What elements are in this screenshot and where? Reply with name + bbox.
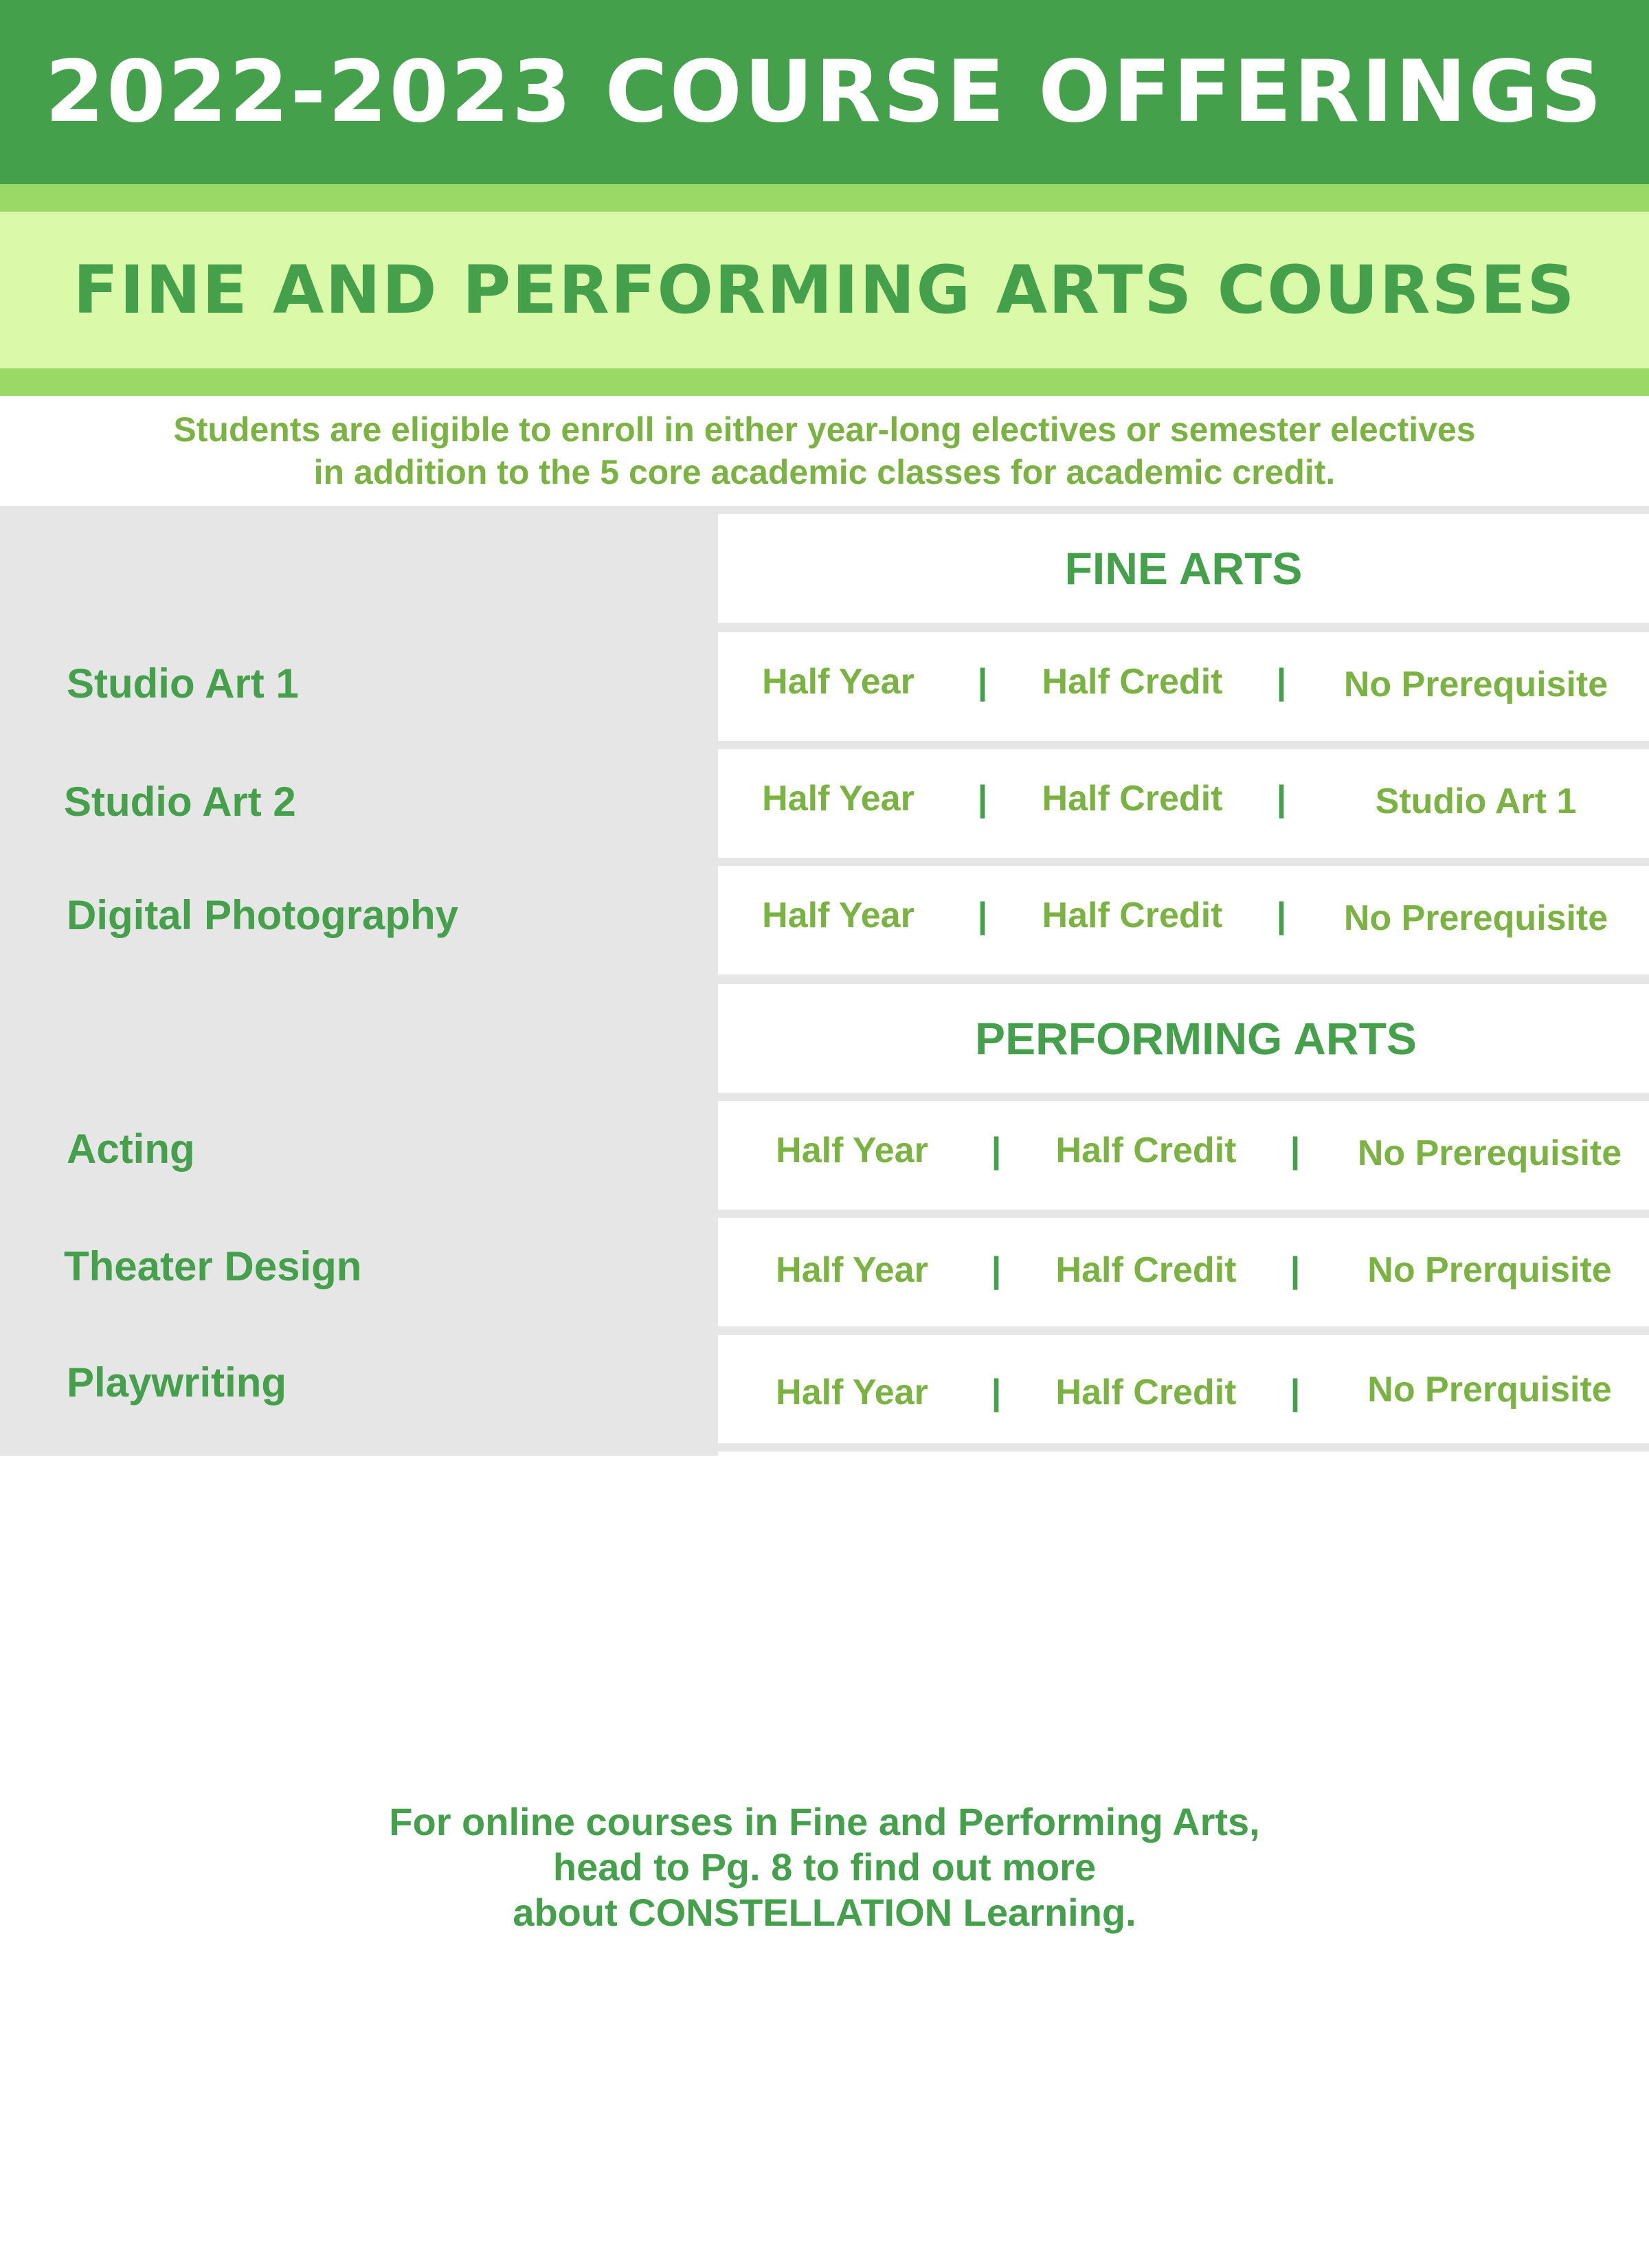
- duration-value: Half Year: [776, 1250, 928, 1290]
- separator: |: [1290, 1250, 1301, 1290]
- separator: |: [977, 896, 988, 935]
- table-row: [718, 1218, 1649, 1326]
- footer-note: [0, 1799, 1649, 1935]
- separator: |: [1290, 1372, 1301, 1412]
- duration-value: Half Year: [762, 779, 915, 819]
- duration-value: Half Year: [762, 662, 915, 702]
- table-row: [718, 749, 1649, 858]
- prerequisite-value: No Prerquisite: [1367, 1370, 1612, 1410]
- section-heading-performing-arts: PERFORMING ARTS: [718, 984, 1649, 1093]
- separator: |: [1276, 662, 1287, 702]
- accent-band-top: [0, 184, 1649, 212]
- course-name: Theater Design: [64, 1243, 362, 1289]
- header-banner: [0, 0, 1649, 184]
- credit-value: Half Credit: [1055, 1131, 1237, 1170]
- separator: |: [1276, 779, 1287, 819]
- footer-line: about CONSTELLATION Learning.: [513, 1891, 1136, 1934]
- page-subtitle: FINE AND PERFORMING ARTS COURSES: [73, 252, 1576, 329]
- course-name: Playwriting: [67, 1359, 287, 1405]
- separator: |: [1290, 1131, 1301, 1170]
- table-row: [718, 1335, 1649, 1443]
- course-name: Digital Photography: [67, 892, 458, 938]
- intro-text: [0, 408, 1649, 493]
- separator: |: [991, 1250, 1002, 1290]
- subheader-banner: [0, 212, 1649, 368]
- separator: |: [991, 1372, 1002, 1412]
- accent-band-bottom: [0, 368, 1649, 396]
- intro-line: Students are eligible to enroll in either year-long electives or semester electives: [173, 410, 1476, 449]
- prerequisite-value: Studio Art 1: [1375, 781, 1577, 821]
- table-row: [718, 1101, 1649, 1210]
- duration-value: Half Year: [762, 896, 915, 935]
- duration-value: Half Year: [776, 1372, 928, 1412]
- separator: |: [1276, 896, 1287, 935]
- course-name: Studio Art 2: [64, 779, 296, 825]
- page-title: 2022-2023 COURSE OFFERINGS: [45, 43, 1604, 142]
- course-name: Studio Art 1: [67, 660, 299, 707]
- course-name: Acting: [67, 1126, 195, 1172]
- intro-line: in addition to the 5 core academic classes for academic credit.: [313, 453, 1336, 491]
- separator: |: [977, 779, 988, 819]
- prerequisite-value: No Prerequisite: [1357, 1133, 1622, 1173]
- prerequisite-value: No Prerquisite: [1367, 1250, 1612, 1290]
- separator: |: [977, 662, 988, 702]
- footer-line: For online courses in Fine and Performing Arts,: [389, 1800, 1260, 1843]
- credit-value: Half Credit: [1055, 1250, 1237, 1290]
- footer-line: head to Pg. 8 to find out more: [552, 1845, 1097, 1889]
- separator: |: [991, 1131, 1002, 1170]
- prerequisite-value: No Prerequisite: [1343, 898, 1608, 938]
- duration-value: Half Year: [776, 1131, 928, 1170]
- course-names-panel: [0, 506, 718, 1456]
- prerequisite-value: No Prerequisite: [1343, 665, 1608, 704]
- table-row: [718, 866, 1649, 975]
- credit-value: Half Credit: [1055, 1372, 1237, 1412]
- credit-value: Half Credit: [1042, 779, 1223, 819]
- section-heading-fine-arts: FINE ARTS: [718, 514, 1649, 623]
- table-row: [718, 632, 1649, 741]
- credit-value: Half Credit: [1042, 896, 1223, 935]
- credit-value: Half Credit: [1042, 662, 1223, 702]
